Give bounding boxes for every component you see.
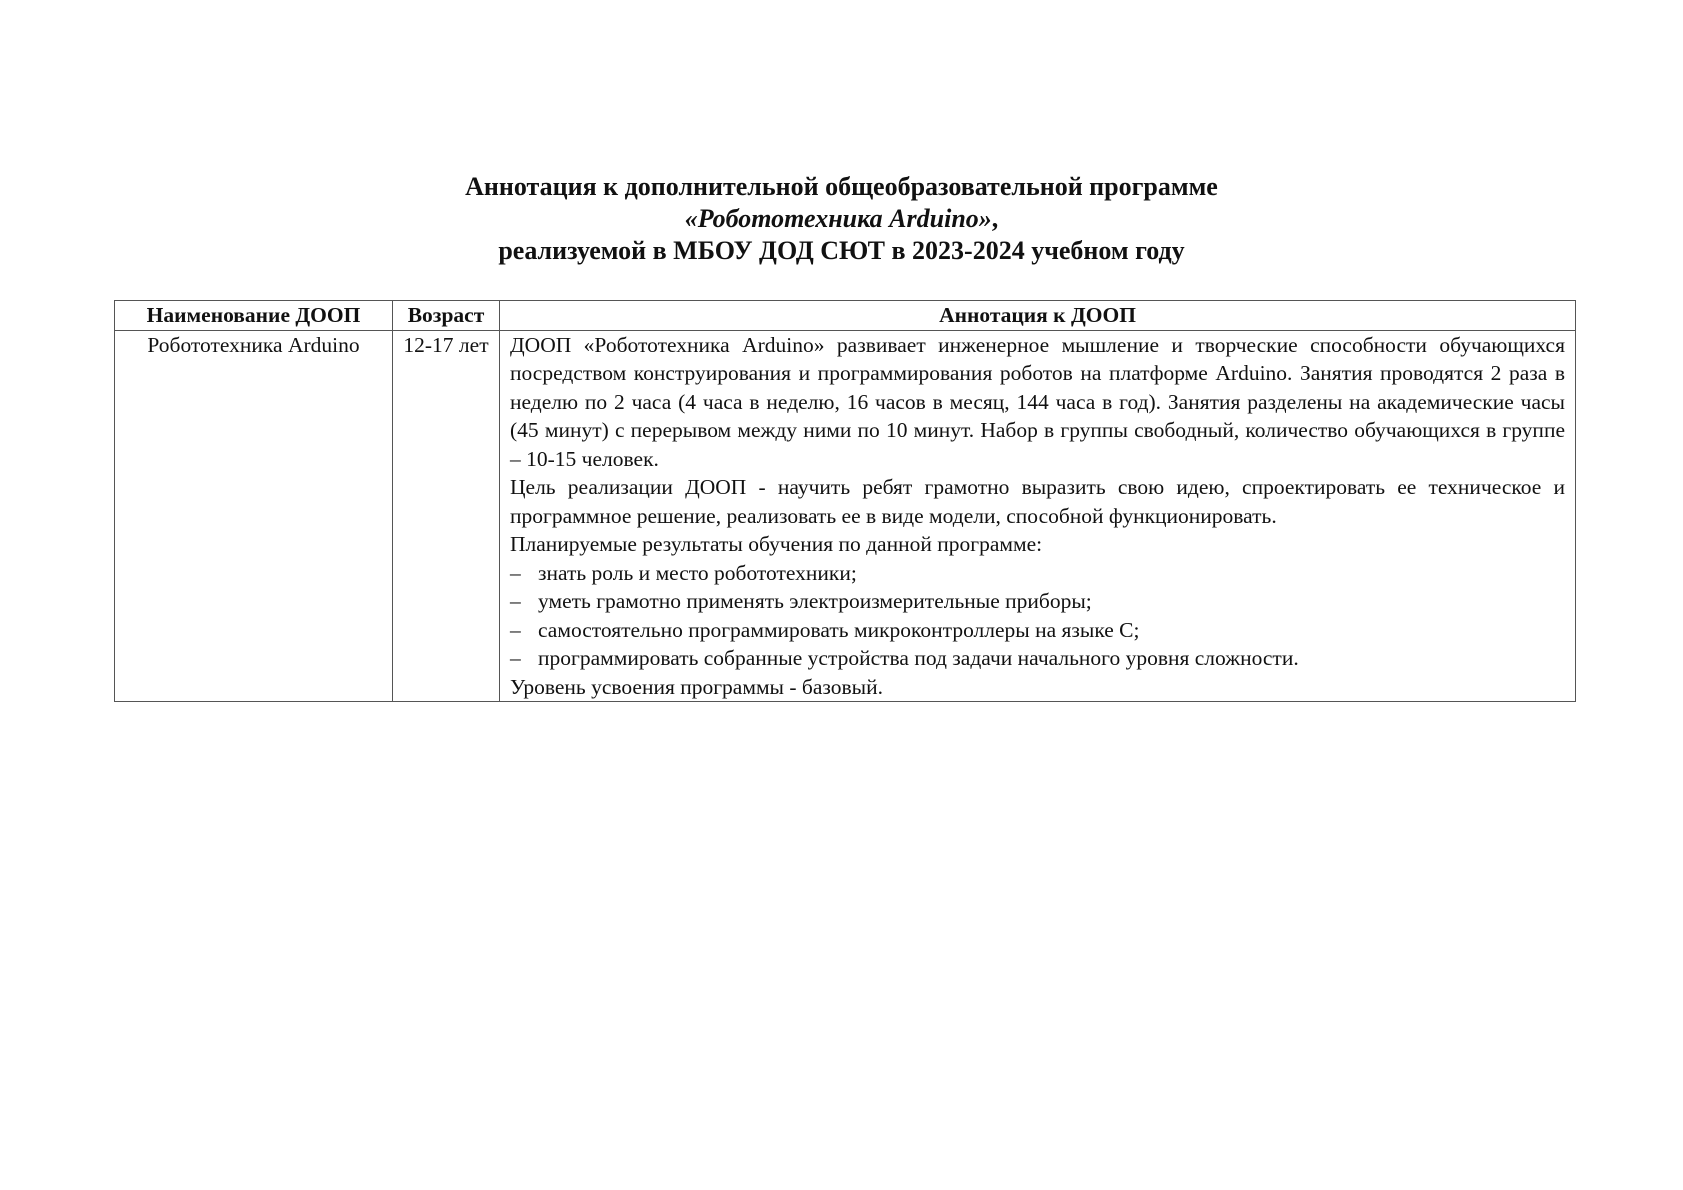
bullet-dash: – — [510, 589, 521, 613]
title-line-2-suffix: , — [991, 204, 999, 233]
list-item-text: самостоятельно программировать микроконтроллеры на языке С; — [538, 617, 1140, 642]
list-item — [510, 616, 1565, 645]
table-header-row — [115, 301, 1576, 331]
list-item-text: уметь грамотно применять электроизмерительные приборы; — [538, 589, 1092, 613]
list-item — [510, 587, 1565, 616]
results-heading: Планируемые результаты обучения по данной программе: — [510, 532, 1043, 556]
annotation-table — [114, 300, 1576, 702]
cell-age: 12-17 лет — [393, 330, 500, 702]
annotation-paragraph-description: ДООП «Робототехника Arduino» развивает инженерное мышление и творческие способности обучающихся посредством конструирования и программирования роботов на платформе Arduino. Занятия проводятся 2 раза в неделю по 2 часа (4 часа в неделю, 16 часов в месяц, 144 часа в год). Занятия разделены на академические часы (45 минут) с перерывом между ними по 10 минут. Набор в группы свободный, количество обучающихся в группе – 10-15 человек. — [510, 332, 1565, 471]
table-row — [115, 330, 1576, 702]
bullet-dash: – — [510, 617, 521, 642]
list-item-text: знать роль и место робототехники; — [538, 560, 857, 585]
header-program-name: Наименование ДООП — [115, 301, 393, 331]
document-title — [0, 171, 1683, 267]
title-line-2 — [0, 203, 1683, 235]
cell-annotation — [500, 330, 1576, 702]
program-name-title: «Робототехника Arduino» — [684, 204, 992, 233]
title-line-3: реализуемой в МБОУ ДОД СЮТ в 2023-2024 учебном году — [498, 236, 1185, 265]
bullet-dash: – — [510, 560, 521, 585]
list-item — [510, 559, 1565, 588]
title-line-1: Аннотация к дополнительной общеобразовательной программе — [465, 172, 1218, 201]
annotation-paragraph-goal: Цель реализации ДООП - научить ребят грамотно выразить свою идею, спроектировать ее техническое и программное решение, реализовать ее в виде модели, способной функционировать. — [510, 475, 1565, 528]
bullet-dash: – — [510, 646, 521, 670]
list-item — [510, 644, 1565, 673]
cell-program-name: Робототехника Arduino — [115, 330, 393, 702]
level-statement: Уровень усвоения программы - базовый. — [510, 674, 883, 699]
header-age: Возраст — [393, 301, 500, 331]
header-annotation: Аннотация к ДООП — [500, 301, 1576, 331]
list-item-text: программировать собранные устройства под задачи начального уровня сложности. — [538, 646, 1299, 670]
